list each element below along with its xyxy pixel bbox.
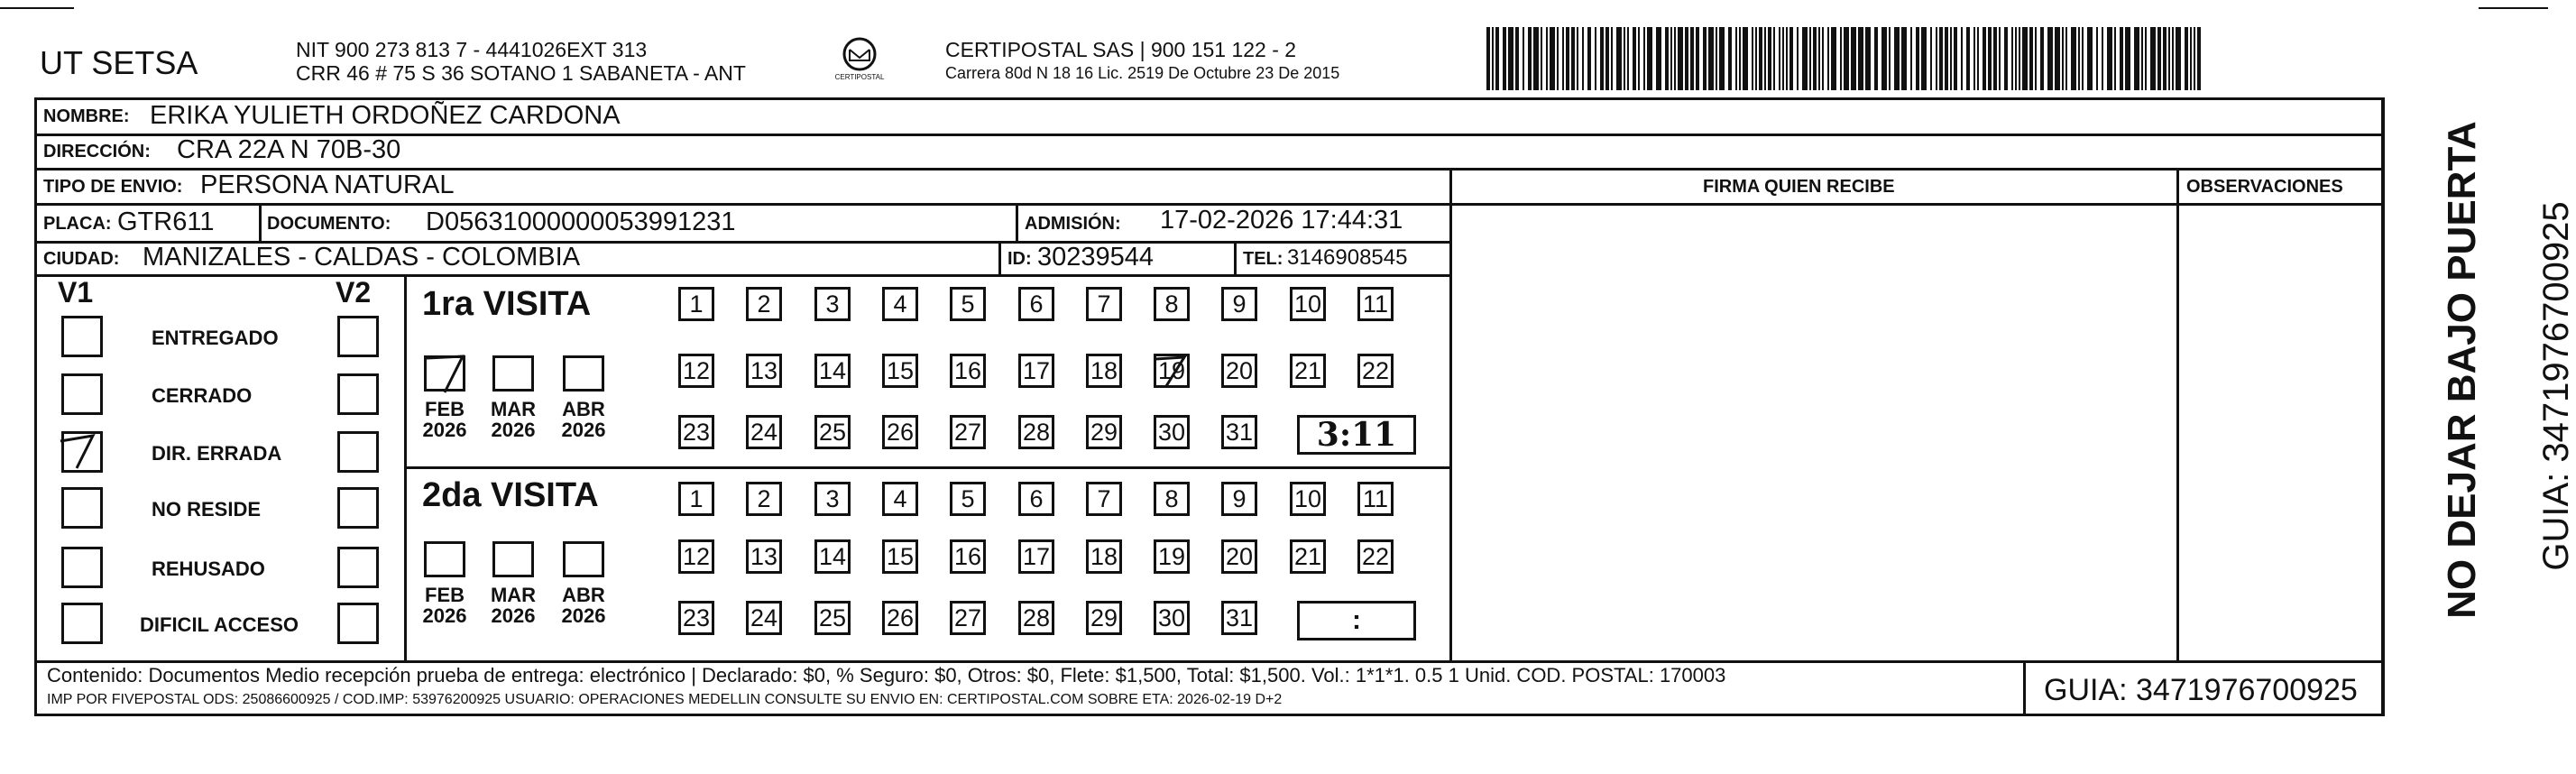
barcode-bar [1988, 27, 1992, 90]
barcode-bar [1779, 27, 1780, 90]
status-v1-checkbox[interactable] [61, 603, 103, 644]
barcode-bar [1546, 27, 1548, 90]
barcode-bar [1696, 27, 1699, 90]
status-v2-checkbox[interactable] [337, 373, 379, 415]
barcode-bar [2055, 27, 2060, 90]
barcode-bar [2062, 27, 2064, 90]
barcode-bar [2022, 27, 2028, 90]
day-box[interactable]: 17 [1018, 354, 1054, 388]
barcode-bar [2019, 27, 2020, 90]
barcode-bar [1889, 27, 1891, 90]
id-value: 30239544 [1037, 243, 1155, 272]
barcode-bar [2096, 27, 2098, 90]
tel-label: TEL: [1243, 249, 1283, 269]
barcode-bar [2035, 27, 2037, 90]
barcode-bar [1533, 27, 1539, 90]
tel-value: 3146908545 [1287, 245, 1408, 270]
barcode-bar [1813, 27, 1817, 90]
barcode-bar [1874, 27, 1878, 90]
barcode-bar [1643, 27, 1645, 90]
barcode-bar [1961, 27, 1963, 90]
day-box[interactable]: 20 [1221, 354, 1257, 388]
status-option-label: DIFICIL ACCESO [140, 613, 299, 636]
barcode-bar [1840, 27, 1842, 90]
status-v1-checkbox[interactable] [61, 316, 103, 357]
day-box[interactable]: 24 [746, 601, 782, 635]
day-box[interactable]: 12 [678, 539, 714, 574]
barcode-bar [2176, 27, 2181, 90]
barcode-bar [1716, 27, 1717, 90]
barcode-bar [2029, 27, 2033, 90]
barcode-bar [1818, 27, 1820, 90]
barcode-bar [2071, 27, 2076, 90]
barcode-bar [2082, 27, 2084, 90]
barcode-bar [1528, 27, 1532, 90]
second-visit-title: 2da VISITA [422, 476, 599, 514]
documento-value: D05631000000053991231 [426, 207, 736, 236]
imp-line: IMP POR FIVEPOSTAL ODS: 25086600925 / COD.IMP: 53976200925 USUARIO: OPERACIONES MEDELLIN CONSULTE SU ENVIO EN: CERTIPOSTAL.COM SOBRE ETA: 2026-02-19 D+2 [47, 692, 1283, 707]
barcode [1485, 27, 2206, 90]
barcode-bar [1983, 27, 1986, 90]
barcode-bar [1831, 27, 1836, 90]
barcode-bar [1665, 27, 1669, 90]
barcode-bar [1678, 27, 1683, 90]
barcode-bar [1541, 27, 1542, 90]
month-checkbox[interactable] [563, 355, 604, 392]
nombre-value: ERIKA YULIETH ORDOÑEZ CARDONA [150, 101, 621, 130]
day-box[interactable]: 10 [1290, 287, 1326, 321]
barcode-bar [1851, 27, 1856, 90]
month-label: MAR 2026 [490, 584, 537, 628]
day-box[interactable]: 15 [882, 539, 918, 574]
day-box[interactable]: 24 [746, 415, 782, 449]
barcode-bar [1719, 27, 1725, 90]
v1-label: V1 [58, 276, 94, 309]
month-label: MAR 2026 [490, 398, 537, 442]
barcode-bar [1844, 27, 1849, 90]
barcode-bar [1690, 27, 1694, 90]
barcode-bar [1708, 27, 1714, 90]
barcode-bar [2087, 27, 2093, 90]
barcode-bar [2185, 27, 2188, 90]
address-line: CRR 46 # 75 S 36 SOTANO 1 SABANETA - ANT [296, 61, 746, 85]
month-label: FEB 2026 [422, 584, 467, 628]
barcode-bar [1993, 27, 1997, 90]
month-label: FEB 2026 [422, 398, 467, 442]
barcode-bar [2163, 27, 2167, 90]
barcode-bar [1945, 27, 1948, 90]
barcode-bar [2190, 27, 2192, 90]
status-option-label: CERRADO [152, 384, 253, 407]
barcode-bar [2011, 27, 2013, 90]
observaciones-header: OBSERVACIONES [2186, 177, 2343, 197]
handwritten-check-icon [59, 428, 100, 470]
barcode-bar [1571, 27, 1575, 90]
barcode-bar [2114, 27, 2116, 90]
day-box[interactable]: 29 [1086, 415, 1122, 449]
day-box[interactable]: 9 [1221, 287, 1257, 321]
day-box[interactable]: 5 [950, 287, 986, 321]
day-box[interactable]: 26 [882, 415, 918, 449]
barcode-bar [1809, 27, 1811, 90]
day-box[interactable]: 8 [1154, 482, 1190, 516]
month-checkbox[interactable] [492, 541, 534, 577]
day-box[interactable]: 27 [950, 601, 986, 635]
day-box[interactable]: 1 [678, 482, 714, 516]
day-box[interactable]: 12 [678, 354, 714, 388]
barcode-bar [1739, 27, 1741, 90]
status-option-label: NO RESIDE [152, 498, 262, 521]
barcode-bar [1822, 27, 1824, 90]
barcode-bar [1605, 27, 1609, 90]
handwritten-check-icon [423, 353, 465, 392]
day-box[interactable]: 18 [1086, 354, 1122, 388]
day-box[interactable]: 29 [1086, 601, 1122, 635]
barcode-bar [1752, 27, 1753, 90]
ciudad-value: MANIZALES - CALDAS - COLOMBIA [143, 243, 581, 272]
day-box[interactable]: 28 [1018, 601, 1054, 635]
barcode-bar [2065, 27, 2067, 90]
day-box[interactable]: 5 [950, 482, 986, 516]
guia-vertical: GUIA: 3471976700925 [2536, 201, 2576, 571]
day-box[interactable]: 30 [1154, 601, 1190, 635]
barcode-bar [2141, 27, 2143, 90]
barcode-bar [2168, 27, 2170, 90]
barcode-bar [1562, 27, 1564, 90]
day-box[interactable]: 18 [1086, 539, 1122, 574]
barcode-bar [1936, 27, 1937, 90]
barcode-bar [2102, 27, 2103, 90]
barcode-bar [1786, 27, 1788, 90]
v2-label: V2 [336, 276, 372, 309]
direccion-value: CRA 22A N 70B-30 [177, 135, 401, 164]
nit-line: NIT 900 273 813 7 - 4441026EXT 313 [296, 38, 648, 61]
day-box[interactable]: 11 [1357, 482, 1394, 516]
barcode-bar [1627, 27, 1629, 90]
barcode-bar [2125, 27, 2130, 90]
day-box[interactable]: 23 [678, 601, 714, 635]
day-box[interactable]: 9 [1221, 482, 1257, 516]
month-label: ABR 2026 [561, 398, 606, 442]
day-box[interactable]: 22 [1357, 539, 1394, 574]
barcode-bar [1999, 27, 2001, 90]
no-dejar-bajo-puerta: NO DEJAR BAJO PUERTA [2440, 121, 2484, 619]
barcode-bar [1802, 27, 1808, 90]
barcode-bar [2015, 27, 2017, 90]
barcode-bar [1728, 27, 1732, 90]
status-v1-checkbox[interactable] [61, 431, 103, 473]
day-box[interactable]: 23 [678, 415, 714, 449]
barcode-bar [2194, 27, 2195, 90]
barcode-bar [1865, 27, 1871, 90]
day-box[interactable]: 10 [1290, 482, 1326, 516]
barcode-bar [1782, 27, 1784, 90]
barcode-bar [1582, 27, 1584, 90]
day-box[interactable]: 13 [746, 539, 782, 574]
barcode-bar [1764, 27, 1766, 90]
barcode-bar [2040, 27, 2044, 90]
documento-label: DOCUMENTO: [267, 214, 391, 234]
barcode-bar [1624, 27, 1625, 90]
status-v2-checkbox[interactable] [337, 603, 379, 644]
day-box[interactable]: 6 [1018, 482, 1054, 516]
month-checkbox[interactable] [492, 355, 534, 392]
day-box[interactable]: 30 [1154, 415, 1190, 449]
day-box[interactable]: 14 [814, 354, 851, 388]
barcode-bar [2197, 27, 2201, 90]
status-option-label: ENTREGADO [152, 327, 279, 349]
side-vertical-block [2399, 97, 2576, 639]
barcode-bar [1515, 27, 1519, 90]
barcode-bar [1973, 27, 1975, 90]
month-checkbox[interactable] [563, 541, 604, 577]
first-visit-title: 1ra VISITA [422, 285, 592, 323]
barcode-bar [1595, 27, 1596, 90]
direccion-label: DIRECCIÓN: [43, 142, 151, 161]
guia-box-text: GUIA: 3471976700925 [2044, 673, 2358, 707]
firma-header: FIRMA QUIEN RECIBE [1703, 177, 1895, 197]
day-box[interactable]: 3 [814, 482, 851, 516]
admision-value: 17-02-2026 17:44:31 [1160, 206, 1403, 235]
contenido-line: Contenido: Documentos Medio recepción prueba de entrega: electrónico | Declarado: $0, % Seguro: $0, Otros: $0, Flete: $1,500, Total: $1,500. Vol.: 1*1*1. 0.5 1 Unid. COD. POSTAL: 170003 [47, 664, 1726, 686]
day-box[interactable]: 14 [814, 539, 851, 574]
barcode-bar [1894, 27, 1900, 90]
barcode-bar [1495, 27, 1499, 90]
day-box[interactable]: 25 [814, 601, 851, 635]
barcode-bar [1600, 27, 1604, 90]
status-v2-checkbox[interactable] [337, 487, 379, 529]
company-name: UT SETSA [40, 44, 198, 81]
barcode-bar [1901, 27, 1907, 90]
barcode-bar [2134, 27, 2139, 90]
barcode-bar [1492, 27, 1494, 90]
barcode-bar [1743, 27, 1748, 90]
month-checkbox[interactable] [424, 355, 465, 392]
barcode-bar [1954, 27, 1957, 90]
day-box[interactable]: 8 [1154, 287, 1190, 321]
barcode-bar [1930, 27, 1932, 90]
status-v2-checkbox[interactable] [337, 316, 379, 357]
barcode-bar [2157, 27, 2161, 90]
barcode-bar [2004, 27, 2008, 90]
barcode-bar [1773, 27, 1775, 90]
barcode-bar [1939, 27, 1943, 90]
id-label: ID: [1007, 249, 1032, 269]
day-box[interactable]: 22 [1357, 354, 1394, 388]
barcode-bar [1523, 27, 1524, 90]
barcode-bar [1611, 27, 1613, 90]
nombre-label: NOMBRE: [43, 106, 130, 126]
barcode-bar [1633, 27, 1636, 90]
barcode-bar [1587, 27, 1591, 90]
day-box[interactable]: 1 [678, 287, 714, 321]
barcode-bar [1703, 27, 1707, 90]
tipo-envio-value: PERSONA NATURAL [200, 170, 455, 199]
barcode-bar [1638, 27, 1640, 90]
status-option-label: REHUSADO [152, 557, 265, 580]
day-box[interactable]: 16 [950, 539, 986, 574]
status-v2-checkbox[interactable] [337, 431, 379, 473]
barcode-bar [1616, 27, 1622, 90]
barcode-bar [1966, 27, 1970, 90]
status-v1-checkbox[interactable] [61, 547, 103, 588]
barcode-bar [1921, 27, 1927, 90]
day-box[interactable]: 31 [1221, 415, 1257, 449]
logo-text: CERTIPOSTAL [834, 73, 885, 81]
day-box[interactable]: 26 [882, 601, 918, 635]
day-box[interactable]: 17 [1018, 539, 1054, 574]
day-box[interactable]: 15 [882, 354, 918, 388]
barcode-bar [1916, 27, 1919, 90]
day-box[interactable]: 16 [950, 354, 986, 388]
day-box[interactable]: 11 [1357, 287, 1394, 321]
day-box[interactable]: 19 [1154, 539, 1190, 574]
day-box[interactable]: 3 [814, 287, 851, 321]
barcode-bar [1656, 27, 1661, 90]
placa-label: PLACA: [43, 214, 112, 234]
barcode-bar [1977, 27, 1979, 90]
placa-value: GTR611 [117, 207, 215, 236]
barcode-bar [2150, 27, 2156, 90]
barcode-bar [1735, 27, 1737, 90]
barcode-bar [1674, 27, 1676, 90]
status-option-label: DIR. ERRADA [152, 442, 282, 465]
day-box[interactable]: 27 [950, 415, 986, 449]
barcode-bar [1881, 27, 1887, 90]
barcode-bar [2047, 27, 2053, 90]
barcode-bar [1486, 27, 1490, 90]
day-box[interactable]: 31 [1221, 601, 1257, 635]
tipo-envio-label: TIPO DE ENVIO: [43, 177, 183, 197]
admision-label: ADMISIÓN: [1025, 214, 1121, 234]
day-box[interactable]: 21 [1290, 354, 1326, 388]
barcode-bar [1768, 27, 1771, 90]
day-box[interactable]: 7 [1086, 482, 1122, 516]
status-v1-checkbox[interactable] [61, 487, 103, 529]
barcode-bar [1557, 27, 1559, 90]
visit-time-box[interactable]: 3:11 [1297, 415, 1416, 455]
status-v2-checkbox[interactable] [337, 547, 379, 588]
barcode-bar [1670, 27, 1672, 90]
barcode-bar [1647, 27, 1652, 90]
certipostal-logo [830, 36, 889, 87]
barcode-bar [1950, 27, 1952, 90]
day-box[interactable]: 20 [1221, 539, 1257, 574]
visit-time-box[interactable]: : [1297, 601, 1416, 640]
day-box[interactable]: 4 [882, 287, 918, 321]
day-box[interactable]: 28 [1018, 415, 1054, 449]
day-box[interactable]: 4 [882, 482, 918, 516]
barcode-bar [1789, 27, 1793, 90]
barcode-bar [2145, 27, 2147, 90]
barcode-bar [1827, 27, 1829, 90]
certipostal-line-2: Carrera 80d N 18 16 Lic. 2519 De Octubre 23 De 2015 [945, 64, 1340, 82]
month-checkbox[interactable] [424, 541, 465, 577]
day-box[interactable]: 7 [1086, 287, 1122, 321]
barcode-bar [1797, 27, 1799, 90]
barcode-bar [1755, 27, 1757, 90]
barcode-bar [1910, 27, 1912, 90]
barcode-bar [1508, 27, 1513, 90]
day-box[interactable]: 2 [746, 287, 782, 321]
barcode-bar [2078, 27, 2080, 90]
barcode-bar [1759, 27, 1762, 90]
barcode-bar [1577, 27, 1578, 90]
day-box[interactable]: 13 [746, 354, 782, 388]
day-box[interactable]: 25 [814, 415, 851, 449]
barcode-bar [1503, 27, 1506, 90]
certipostal-line-1: CERTIPOSTAL SAS | 900 151 122 - 2 [945, 38, 1297, 61]
ciudad-label: CIUDAD: [43, 249, 120, 269]
barcode-bar [1858, 27, 1863, 90]
day-box[interactable]: 21 [1290, 539, 1326, 574]
day-box[interactable]: 2 [746, 482, 782, 516]
barcode-bar [2172, 27, 2174, 90]
barcode-bar [1685, 27, 1688, 90]
day-box[interactable]: 19 [1154, 354, 1190, 388]
barcode-bar [2107, 27, 2112, 90]
month-label: ABR 2026 [561, 584, 606, 628]
barcode-bar [2120, 27, 2123, 90]
day-box[interactable]: 6 [1018, 287, 1054, 321]
handwritten-mark-icon [1154, 354, 1190, 388]
barcode-graphic [1485, 27, 2206, 90]
status-v1-checkbox[interactable] [61, 373, 103, 415]
barcode-bar [1550, 27, 1555, 90]
barcode-bar [1566, 27, 1569, 90]
